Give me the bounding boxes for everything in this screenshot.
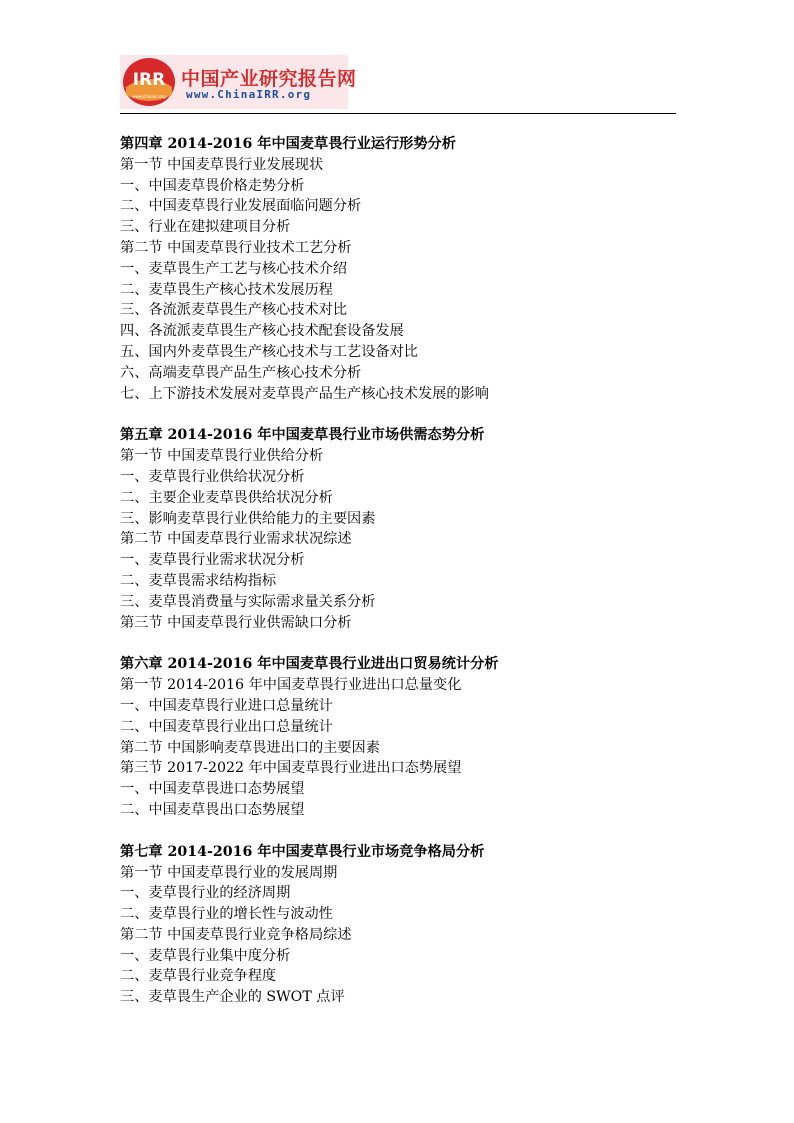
page-header xyxy=(120,55,676,114)
chapter-section xyxy=(120,134,680,404)
toc-entry: 一、麦草畏行业集中度分析 xyxy=(120,947,291,964)
toc-entry: 三、行业在建拟建项目分析 xyxy=(120,219,291,236)
chapter-section xyxy=(120,425,680,633)
toc-entry: 一、麦草畏生产工艺与核心技术介绍 xyxy=(120,260,348,277)
toc-entry: 一、麦草畏行业的经济周期 xyxy=(120,885,291,902)
toc-entry: 五、国内外麦草畏生产核心技术与工艺设备对比 xyxy=(120,343,418,360)
toc-entry: 第三节 2017-2022 年中国麦草畏行业进出口态势展望 xyxy=(120,760,462,777)
toc-entry: 第一节 2014-2016 年中国麦草畏行业进出口总量变化 xyxy=(120,677,462,694)
toc-entry: 七、上下游技术发展对麦草畏产品生产核心技术发展的影响 xyxy=(120,385,489,402)
toc-entry: 六、高端麦草畏产品生产核心技术分析 xyxy=(120,364,362,381)
toc-entry: 第一节 中国麦草畏行业的发展周期 xyxy=(120,864,338,881)
toc-entry: 一、麦草畏行业供给状况分析 xyxy=(120,468,305,485)
toc-entry: 第二节 中国麦草畏行业技术工艺分析 xyxy=(120,239,352,256)
toc-entry: 第二节 中国麦草畏行业竞争格局综述 xyxy=(120,926,352,943)
toc-entry: 一、中国麦草畏价格走势分析 xyxy=(120,177,305,194)
toc-entry: 一、麦草畏行业需求状况分析 xyxy=(120,552,305,569)
toc-entry: 二、麦草畏行业竞争程度 xyxy=(120,968,277,985)
toc-entry: 二、主要企业麦草畏供给状况分析 xyxy=(120,489,333,506)
badge-text: IRR xyxy=(132,70,166,90)
chapter-section xyxy=(120,842,680,1008)
chapter-title: 第四章 2014-2016 年中国麦草畏行业运行形势分析 xyxy=(120,136,456,152)
header-divider xyxy=(120,113,676,114)
logo-url: www.ChinaIRR.org xyxy=(186,88,312,101)
toc-entry: 二、中国麦草畏行业出口总量统计 xyxy=(120,718,333,735)
chapter-title: 第五章 2014-2016 年中国麦草畏行业市场供需态势分析 xyxy=(120,427,485,444)
toc-entry: 第三节 中国麦草畏行业供需缺口分析 xyxy=(120,614,352,631)
toc-entry: 四、各流派麦草畏生产核心技术配套设备发展 xyxy=(120,323,404,340)
toc-entry: 第一节 中国麦草畏行业供给分析 xyxy=(120,448,324,465)
toc-entry: 第二节 中国影响麦草畏进出口的主要因素 xyxy=(120,739,380,756)
chapter-title: 第六章 2014-2016 年中国麦草畏行业进出口贸易统计分析 xyxy=(120,656,499,673)
chapter-section xyxy=(120,654,680,820)
irr-badge-icon xyxy=(122,57,176,107)
toc-entry: 一、中国麦草畏行业进口总量统计 xyxy=(120,697,333,714)
toc-entry: 第一节 中国麦草畏行业发展现状 xyxy=(120,156,324,173)
logo-title: 中国产业研究报告网 xyxy=(181,68,357,90)
toc-entry: 三、影响麦草畏行业供给能力的主要因素 xyxy=(120,510,376,527)
badge-small-text: www.chinairr.org xyxy=(132,94,166,99)
toc-entry: 二、中国麦草畏出口态势展望 xyxy=(120,801,305,818)
toc-entry: 二、麦草畏行业的增长性与波动性 xyxy=(120,906,333,923)
toc-entry: 一、中国麦草畏进口态势展望 xyxy=(120,781,305,798)
chapter-title: 第七章 2014-2016 年中国麦草畏行业市场竞争格局分析 xyxy=(120,843,485,860)
table-of-contents xyxy=(120,134,680,1029)
toc-entry: 三、麦草畏生产企业的 SWOT 点评 xyxy=(120,989,345,1006)
toc-entry: 三、各流派麦草畏生产核心技术对比 xyxy=(120,302,348,319)
toc-entry: 二、中国麦草畏行业发展面临问题分析 xyxy=(120,198,362,215)
toc-entry: 三、麦草畏消费量与实际需求量关系分析 xyxy=(120,593,376,610)
site-logo xyxy=(120,55,357,109)
toc-entry: 第二节 中国麦草畏行业需求状况综述 xyxy=(120,531,352,548)
toc-entry: 二、麦草畏需求结构指标 xyxy=(120,572,277,589)
toc-entry: 二、麦草畏生产核心技术发展历程 xyxy=(120,281,333,298)
